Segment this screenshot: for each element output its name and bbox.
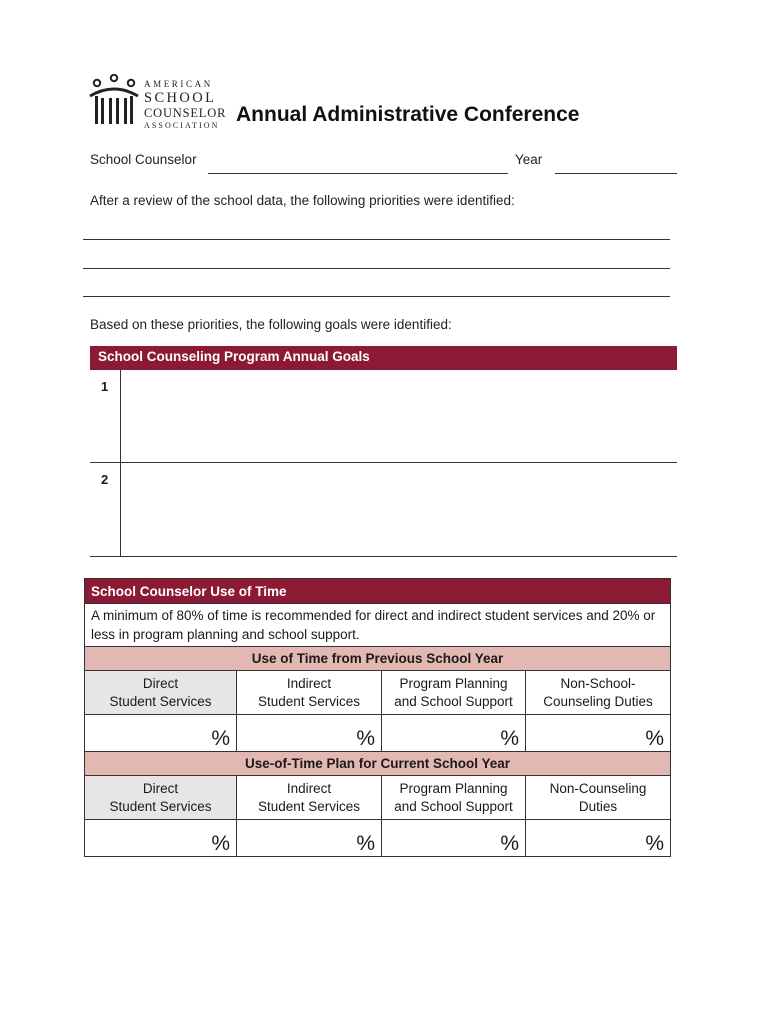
goals-table-header: School Counseling Program Annual Goals	[90, 346, 677, 370]
goal-number: 2	[101, 472, 109, 487]
column-header	[526, 776, 671, 820]
column-header	[85, 776, 237, 820]
column-header-line: Student Services	[257, 798, 361, 814]
priorities-intro: After a review of the school data, the following priorities were identified:	[90, 193, 515, 208]
use-of-time-header: School Counselor Use of Time	[85, 579, 671, 604]
column-header-line: Student Services	[109, 798, 212, 814]
priority-line-1[interactable]	[83, 239, 670, 240]
use-of-time-note: A minimum of 80% of time is recommended for direct and indirect student services and 20% or less in program planning and school support.	[85, 604, 671, 647]
document-title: Annual Administrative Conference	[236, 103, 580, 126]
column-header-line: and School Support	[394, 693, 513, 709]
column-header-line: Non-School-	[560, 675, 636, 691]
goal-row[interactable]	[90, 463, 677, 557]
column-header	[382, 671, 526, 715]
use-of-time-table	[84, 578, 671, 857]
column-header-line: Program Planning	[399, 780, 508, 796]
goal-row[interactable]	[90, 370, 677, 463]
percent-input-program-planning[interactable]: %	[382, 715, 526, 752]
column-header	[237, 671, 382, 715]
column-header-line: Student Services	[257, 693, 361, 709]
column-header	[237, 776, 382, 820]
percent-input-indirect[interactable]: %	[237, 715, 382, 752]
column-header-line: Duties	[578, 798, 618, 814]
percent-input-indirect[interactable]: %	[237, 820, 382, 857]
column-header-line: Counseling Duties	[543, 693, 653, 709]
column-header-line: Indirect	[286, 780, 332, 796]
org-line-4: ASSOCIATION	[144, 121, 220, 130]
priority-line-2[interactable]	[83, 268, 670, 269]
org-line-2: SCHOOL	[144, 90, 217, 106]
school-counselor-field[interactable]	[208, 173, 508, 174]
column-header-line: Direct	[142, 675, 179, 691]
org-line-3: COUNSELOR	[144, 105, 227, 120]
year-field[interactable]	[555, 173, 677, 174]
priority-line-3[interactable]	[83, 296, 670, 297]
column-header	[85, 671, 237, 715]
percent-input-direct[interactable]: %	[85, 715, 237, 752]
goals-intro: Based on these priorities, the following goals were identified:	[90, 317, 452, 332]
school-building-columns-icon	[88, 74, 140, 128]
org-name	[144, 80, 226, 130]
column-header-line: Indirect	[286, 675, 332, 691]
goals-table	[90, 370, 677, 557]
column-header-line: Non-Counseling	[549, 780, 647, 796]
school-counselor-label: School Counselor	[90, 152, 197, 167]
percent-input-direct[interactable]: %	[85, 820, 237, 857]
asca-logo	[88, 74, 228, 130]
percent-input-program-planning[interactable]: %	[382, 820, 526, 857]
percent-input-non-counseling[interactable]: %	[526, 820, 671, 857]
column-header-line: Program Planning	[399, 675, 508, 691]
year-label: Year	[515, 152, 543, 167]
previous-year-header: Use of Time from Previous School Year	[85, 647, 671, 671]
column-header-line: and School Support	[394, 798, 513, 814]
column-header-line: Direct	[142, 780, 179, 796]
org-line-1: AMERICAN	[144, 79, 213, 89]
percent-input-non-school-counseling[interactable]: %	[526, 715, 671, 752]
current-year-header: Use-of-Time Plan for Current School Year	[85, 752, 671, 776]
column-header	[526, 671, 671, 715]
goal-number: 1	[101, 379, 109, 394]
column-header	[382, 776, 526, 820]
column-header-line: Student Services	[109, 693, 212, 709]
